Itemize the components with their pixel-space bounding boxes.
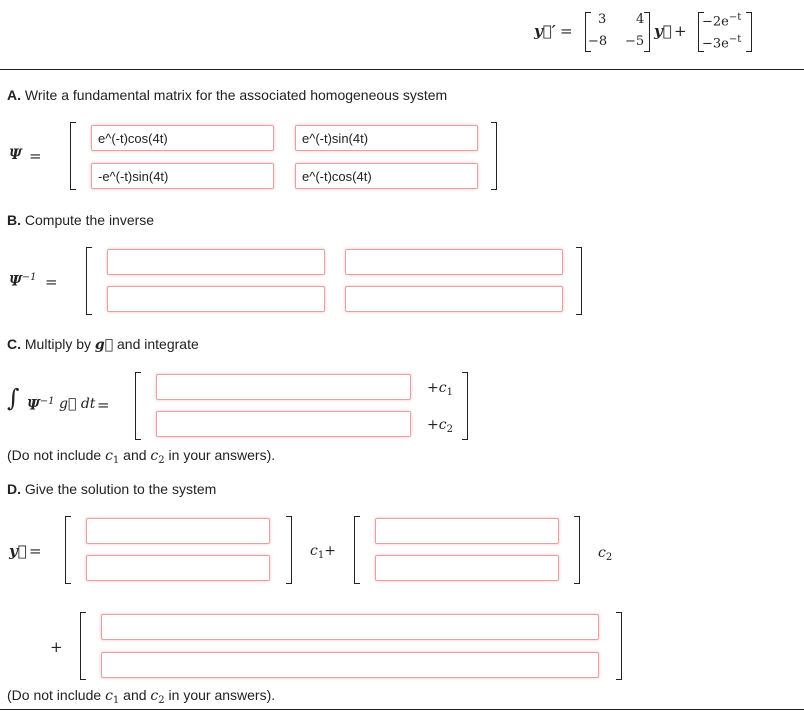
part-c-heading: C. Multiply by g⃗ and integrate [7, 336, 199, 353]
part-b-left-bracket [86, 247, 92, 315]
system-matrix-a21: −8 [588, 34, 608, 49]
c2-coefficient: $c_2$ [598, 545, 613, 563]
system-matrix-a11: 3 [598, 12, 607, 27]
part-d-note: (Do not include $c_1$ and $c_2$ in your answers). [7, 687, 276, 706]
c1-coefficient: $c_1+$ [310, 543, 336, 561]
part-b-heading: B. Compute the inverse [7, 212, 155, 228]
part-b-psi-inverse: $\Psi^{-1}$ [9, 272, 37, 290]
part-d-y-vec: y⃗ [9, 542, 27, 560]
particular-plus: + [50, 638, 63, 656]
part-a-left-bracket [70, 122, 76, 190]
inverse-entry-22[interactable] [345, 286, 563, 312]
particular-entry-2[interactable] [101, 652, 599, 678]
psi-entry-11[interactable] [91, 125, 274, 151]
inverse-entry-21[interactable] [107, 286, 325, 312]
system-matrix-a22: −5 [625, 34, 645, 49]
psi-entry-22[interactable] [295, 163, 478, 189]
vec1-right-bracket [286, 516, 292, 584]
system-equation [530, 8, 800, 58]
psi-entry-12[interactable] [295, 125, 478, 151]
system-matrix-a12: 4 [636, 12, 645, 27]
part-a-psi: Ψ [9, 147, 22, 163]
part-b-right-bracket [576, 247, 582, 315]
solution-vec2-entry-2[interactable] [375, 555, 559, 581]
part-d-equals: = [29, 542, 42, 560]
solution-vec2-entry-1[interactable] [375, 518, 559, 544]
divider-bottom [0, 709, 804, 710]
part-c-left-bracket [135, 372, 141, 440]
forcing-right-bracket [746, 12, 752, 52]
divider-top [0, 69, 804, 70]
particular-left-bracket [80, 612, 86, 680]
vec2-left-bracket [354, 516, 360, 584]
system-y-vec: y⃗ [654, 22, 672, 40]
integral-sign: ∫ [7, 384, 20, 412]
system-matrix-right-bracket [644, 12, 650, 52]
part-a-right-bracket [491, 122, 497, 190]
part-b-equals: = [45, 273, 58, 291]
forcing-bottom: $-3e^{-t}$ [702, 34, 742, 52]
vec2-right-bracket [574, 516, 580, 584]
integral-entry-2[interactable] [156, 411, 411, 437]
plus-c1: $+c_1$ [427, 380, 453, 398]
psi-entry-21[interactable] [91, 163, 274, 189]
system-equals: = [560, 22, 573, 40]
inverse-entry-12[interactable] [345, 249, 563, 275]
integral-g-dt: g⃗ dt [59, 396, 96, 412]
part-a-heading: A. Write a fundamental matrix for the associated homogeneous system [7, 87, 448, 103]
part-c-equals: = [97, 396, 110, 414]
vec1-left-bracket [65, 516, 71, 584]
integral-entry-1[interactable] [156, 374, 411, 400]
integral-psi-inverse: $\Psi^{-1}$ [27, 396, 55, 414]
solution-vec1-entry-2[interactable] [86, 555, 270, 581]
particular-right-bracket [616, 612, 622, 680]
integral-expression [7, 386, 117, 422]
system-plus: + [674, 22, 687, 40]
plus-c2: $+c_2$ [427, 417, 453, 435]
inverse-entry-11[interactable] [107, 249, 325, 275]
solution-vec1-entry-1[interactable] [86, 518, 270, 544]
forcing-top: $-2e^{-t}$ [702, 12, 742, 30]
part-a-equals: = [29, 147, 42, 165]
part-c-right-bracket [462, 372, 468, 440]
part-d-heading: D. Give the solution to the system [7, 481, 217, 497]
particular-entry-1[interactable] [101, 614, 599, 640]
y-prime-label: y⃗′ [534, 22, 556, 40]
part-c-note: (Do not include $c_1$ and $c_2$ in your answers). [7, 447, 276, 466]
